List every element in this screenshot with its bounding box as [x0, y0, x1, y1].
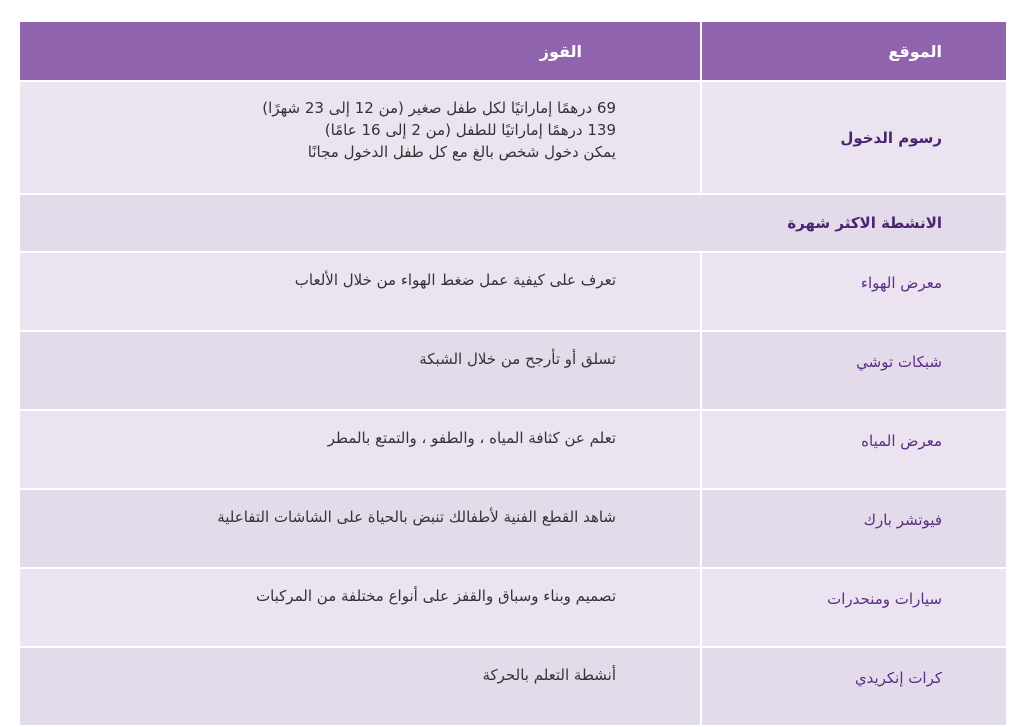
fee-line-adult: يمكن دخول شخص بالغ مع كل طفل الدخول مجانًا: [307, 143, 616, 161]
activities-table: [18, 20, 1008, 727]
table-row: [19, 647, 1007, 726]
table-row: [19, 331, 1007, 410]
row-activity: شاهد القطع الفنية لأطفالك تنبض بالحياة على الشاشات التفاعلية: [19, 489, 701, 568]
table-row: [19, 252, 1007, 331]
section-title: الانشطة الاكثر شهرة: [19, 194, 1007, 252]
entry-fees-details: [19, 81, 701, 194]
row-activity: تسلق أو تأرجح من خلال الشبكة: [19, 331, 701, 410]
row-site: فيوتشر بارك: [701, 489, 1007, 568]
table-header-row: [19, 21, 1007, 81]
table-row: [19, 568, 1007, 647]
row-site: كرات إنكريدي: [701, 647, 1007, 726]
entry-fees-label: رسوم الدخول: [701, 81, 1007, 194]
row-activity: تعلم عن كثافة المياه ، والطفو ، والتمتع بالمطر: [19, 410, 701, 489]
table-row: [19, 489, 1007, 568]
section-row: [19, 194, 1007, 252]
row-activity: تعرف على كيفية عمل ضغط الهواء من خلال الألعاب: [19, 252, 701, 331]
row-activity: تصميم وبناء وسباق والقفز على أنواع مختلفة من المركبات: [19, 568, 701, 647]
row-site: معرض المياه: [701, 410, 1007, 489]
activities-table-container: [18, 20, 1006, 727]
table-row: [19, 410, 1007, 489]
row-site: معرض الهواء: [701, 252, 1007, 331]
entry-fees-row: [19, 81, 1007, 194]
row-site: شبكات توشي: [701, 331, 1007, 410]
row-site: سيارات ومنحدرات: [701, 568, 1007, 647]
row-activity: أنشطة التعلم بالحركة: [19, 647, 701, 726]
header-gain: القوز: [19, 21, 701, 81]
fee-line-child: 139 درهمًا إماراتيًا للطفل (من 2 إلى 16 عامًا): [324, 121, 616, 139]
fee-line-toddler: 69 درهمًا إماراتيًا لكل طفل صغير (من 12 إلى 23 شهرًا): [262, 99, 616, 117]
header-site: الموقع: [701, 21, 1007, 81]
